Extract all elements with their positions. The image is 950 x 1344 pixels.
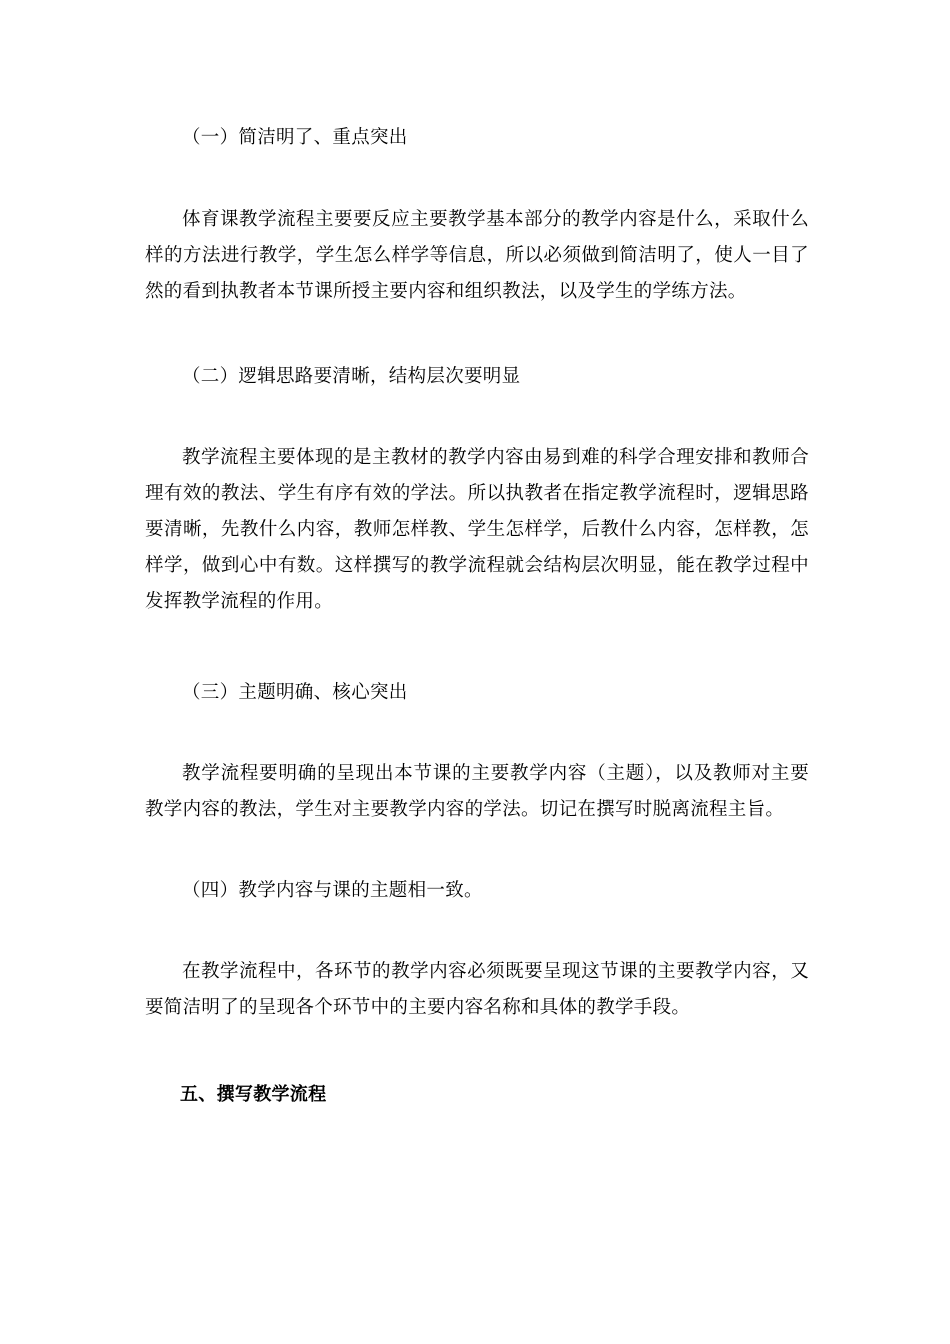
section-body-3: 教学流程要明确的呈现出本节课的主要教学内容（主题），以及教师对主要教学内容的教法，学生对主要教学内容的学法。切记在撰写时脱离流程主旨。 (145, 763, 809, 820)
section-body-4: 在教学流程中，各环节的教学内容必须既要呈现这节课的主要教学内容，又要简洁明了的呈现各个环节中的主要内容名称和具体的教学手段。 (145, 961, 809, 1018)
section-heading-4: （四）教学内容与课的主题相一致。 (182, 880, 483, 901)
chapter-heading: 五、撰写教学流程 (180, 1084, 327, 1105)
section-body-1: 体育课教学流程主要要反应主要教学基本部分的教学内容是什么，采取什么样的方法进行教学，学生怎么样学等信息，所以必须做到简洁明了，使人一目了然的看到执教者本节课所授主要内容和组织教法，以及学生的学练方法。 (145, 209, 809, 302)
section-heading-2: （二）逻辑思路要清晰，结构层次要明显 (182, 366, 521, 387)
section-heading-3: （三）主题明确、核心突出 (182, 682, 408, 703)
section-body-2: 教学流程主要体现的是主教材的教学内容由易到难的科学合理安排和教师合理有效的教法、学生有序有效的学法。所以执教者在指定教学流程时，逻辑思路要清晰，先教什么内容，教师怎样教、学生怎样学，后教什么内容，怎样教，怎样学，做到心中有数。这样撰写的教学流程就会结构层次明显，能在教学过程中发挥教学流程的作用。 (145, 447, 809, 612)
section-heading-1: （一）简洁明了、重点突出 (182, 127, 408, 148)
